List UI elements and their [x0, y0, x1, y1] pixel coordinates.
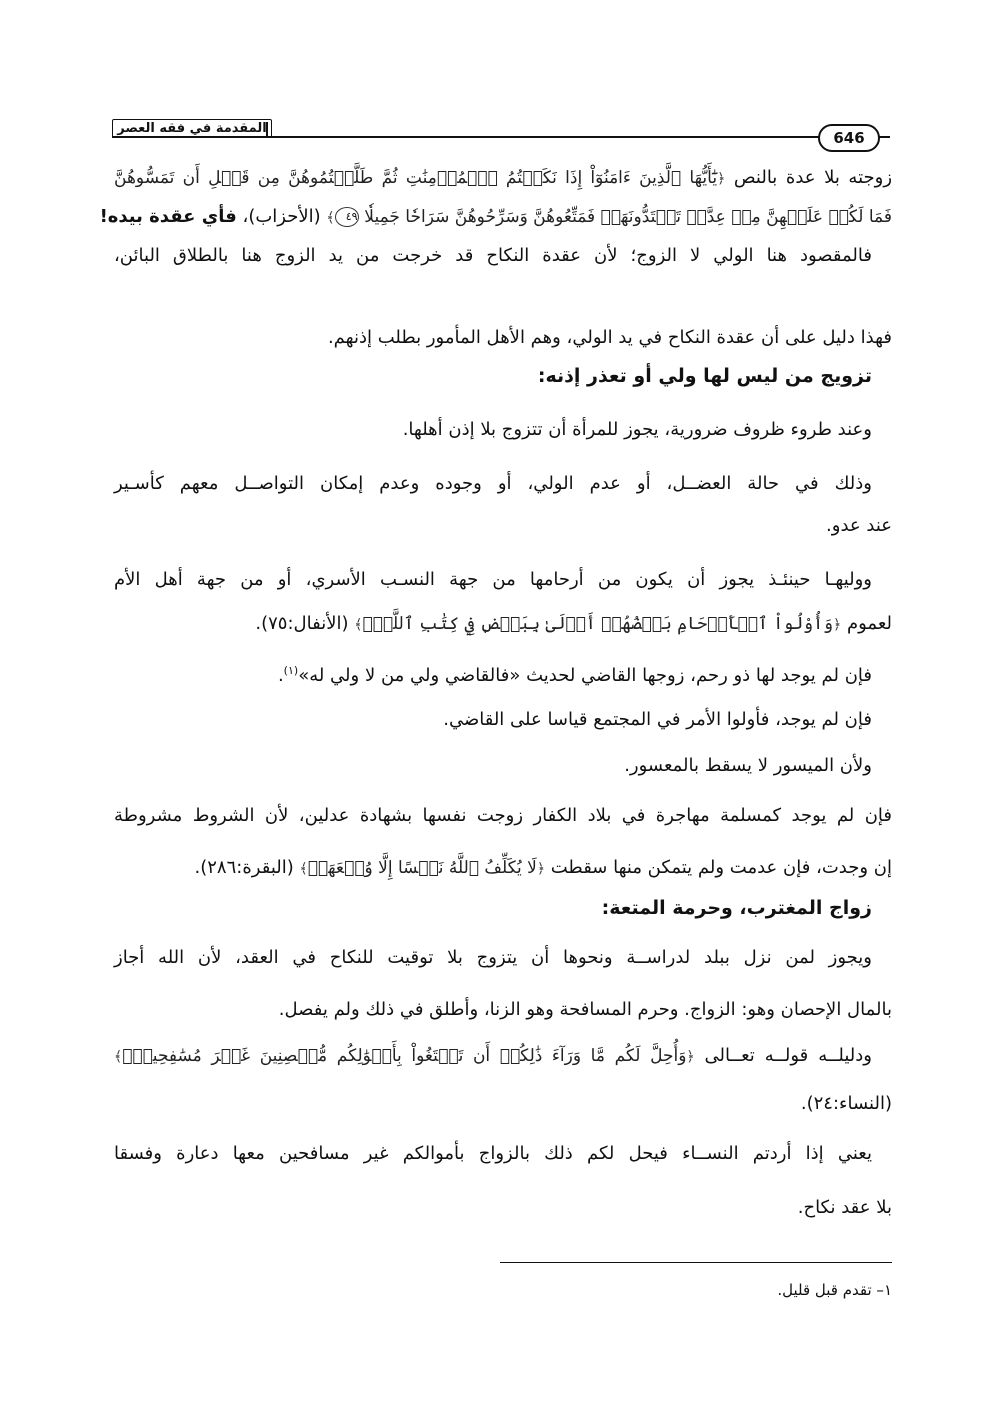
- ornate-bracket-close: ﴾: [354, 617, 363, 633]
- text-line: فالمقصود هنا الولي لا الزوج؛ لأن عقدة النكاح قد خرجت من يد الزوج هنا بالطلاق البائن،: [114, 245, 872, 266]
- verse-reference: (البقرة:٢٨٦).: [194, 857, 300, 878]
- verse-reference: (الأنفال:٧٥).: [255, 613, 355, 634]
- bold-remark: فأي عقدة بيده!: [99, 206, 237, 227]
- running-header-title: المقدمة في فقه العصر: [112, 119, 272, 138]
- text-line: [114, 158, 892, 198]
- line-text: زوجته بلا عدة بالنص: [725, 167, 893, 188]
- text-line: يعني إذا أردتم النســاء فيحل لكم ذلك بالزواج بأموالكم غير مسافحين معها دعارة وفسقا: [114, 1143, 872, 1164]
- text-line: [114, 848, 892, 888]
- quran-verse: وَأُوْلُواْ ٱلۡأَرۡحَامِ بَعۡضُهُمۡ أَوۡلَىٰ بِبَعۡضٖ فِي كِتَٰبِ ٱللَّهِۚ: [362, 614, 834, 634]
- footnote-rule: [500, 1262, 892, 1263]
- line-text: فإن لم يوجد لها ذو رحم، زوجها القاضي لحديث «فالقاضي ولي من لا ولي له»: [298, 665, 872, 686]
- ornate-bracket-open: ﴿: [833, 617, 842, 633]
- verse-reference: (الأحزاب)،: [236, 206, 327, 227]
- ornate-bracket-open: ﴿: [536, 861, 546, 877]
- line-text: إن وجدت، فإن عدمت ولم يتمكن منها سقطت: [545, 857, 892, 878]
- quran-verse: وَأُحِلَّ لَكُم مَّا وَرَآءَ ذَٰلِكُمۡ أَن تَبۡتَغُواْ بِأَمۡوَٰلِكُم مُّحۡصِنِينَ غَيۡرَ مُسَٰفِحِينَۚ: [122, 1046, 687, 1066]
- text-line: [114, 656, 892, 696]
- ornate-bracket-close: ﴾: [326, 210, 335, 226]
- text-line: بلا عقد نكاح.: [797, 1197, 892, 1218]
- text-line: (النساء:٢٤).: [800, 1093, 892, 1114]
- section-heading: زواج المغترب، وحرمة المتعة:: [601, 897, 872, 919]
- quran-verse: يَٰٓأَيُّهَا ٱلَّذِينَ ءَامَنُوٓاْ إِذَا نَكَحۡتُمُ ٱلۡمُؤۡمِنَٰتِ ثُمَّ طَلَّقۡتُمُوهُنَّ مِن قَبۡلِ أَن تَمَسُّوهُنَّ: [114, 168, 718, 188]
- quran-verse: فَمَا لَكُمۡ عَلَيۡهِنَّ مِنۡ عِدَّةٖ تَعۡتَدُّونَهَاۖ فَمَتِّعُوهُنَّ وَسَرِّحُوهُنَّ سَرَاحٗا جَمِيلٗا: [364, 207, 892, 227]
- page-number: 646: [818, 124, 880, 152]
- text-line: ولأن الميسور لا يسقط بالمعسور.: [624, 755, 872, 776]
- text-line: فإن لم يوجد، فأولوا الأمر في المجتمع قياسا على القاضي.: [443, 709, 872, 730]
- ornate-bracket-open: ﴿: [686, 1049, 695, 1065]
- text-line: وذلك في حالة العضــل، أو عدم الولي، أو وجوده وعدم إمكان التواصــل معهم كأسـير: [114, 473, 872, 494]
- text-line: فهذا دليل على أن عقدة النكاح في يد الولي، وهم الأهل المأمور بطلب إذنهم.: [327, 327, 892, 348]
- text-line: [114, 604, 892, 644]
- ornate-bracket-open: ﴿: [717, 171, 726, 187]
- ornate-bracket-close: ﴾: [299, 861, 308, 877]
- footnote-marker: (١): [283, 664, 299, 677]
- text-line: ووليهـا حينئـذ يجوز أن يكون من أرحامها من جهة النسـب الأسري، أو من جهة أهل الأم: [114, 569, 872, 590]
- text-line: بالمال الإحصان وهو: الزواج. وحرم المسافحة وهو الزنا، وأطلق في ذلك ولم يفصل.: [278, 999, 892, 1020]
- text-line: وعند طروء ظروف ضرورية، يجوز للمرأة أن تتزوج بلا إذن أهلها.: [402, 419, 872, 440]
- text-line: [114, 1036, 892, 1076]
- section-heading: تزويج من ليس لها ولي أو تعذر إذنه:: [537, 365, 872, 387]
- text-line: ويجوز لمن نزل ببلد لدراســة ونحوها أن يتزوج بلا توقيت للنكاح في العقد، لأن الله أجاز: [114, 947, 872, 968]
- quran-verse: لَا يُكَلِّفُ ٱللَّهُ نَفۡسًا إِلَّا وُسۡعَهَاۚ: [307, 858, 537, 878]
- footnote: ١– تقدم قبل قليل.: [777, 1281, 892, 1299]
- line-text: ودليلــه قولــه تعــالى: [694, 1045, 872, 1066]
- ayah-number: ٤٩: [335, 207, 359, 227]
- text-line: فإن لم يوجد كمسلمة مهاجرة في بلاد الكفار زوجت نفسها بشهادة عدلين، لأن الشروط مشروطة: [114, 805, 892, 826]
- text-line: [99, 197, 892, 237]
- line-text: لعموم: [841, 613, 892, 634]
- text-line: عند عدو.: [826, 515, 892, 536]
- line-text: .: [277, 665, 284, 686]
- ornate-bracket-close: ﴾: [114, 1049, 123, 1065]
